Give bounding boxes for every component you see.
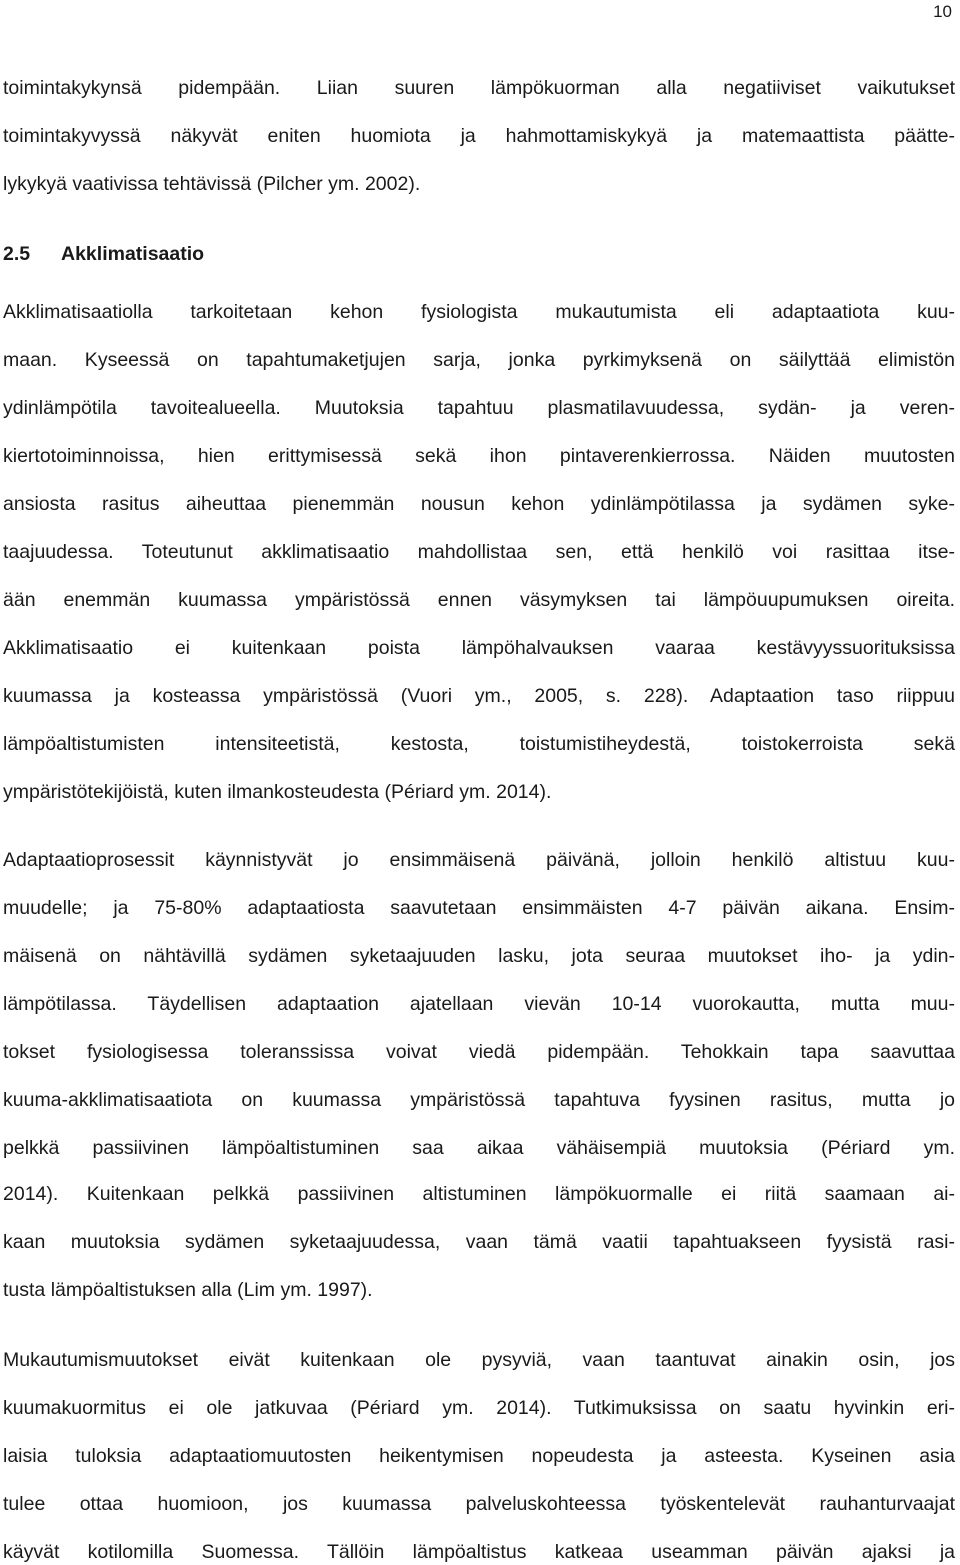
page-number: 10: [933, 2, 952, 21]
text-line: laisia tuloksia adaptaatiomuutosten heikentymisen nopeudesta ja asteesta. Kyseinen asia: [3, 1445, 955, 1467]
section-title: Akklimatisaatio: [61, 243, 205, 265]
section-heading: [3, 242, 204, 266]
text-line: kaan muutoksia sydämen syketaajuudessa, vaan tämä vaatii tapahtuakseen fyysistä rasi-: [3, 1231, 955, 1253]
text-line: Mukautumismuutokset eivät kuitenkaan ole pysyviä, vaan taantuvat ainakin osin, jos: [3, 1349, 955, 1371]
section-number: 2.5: [3, 243, 31, 265]
text-line: toimintakykynsä pidempään. Liian suuren lämpökuorman alla negatiiviset vaikutukset: [3, 77, 955, 99]
text-line: ansiosta rasitus aiheuttaa pienemmän nousun kehon ydinlämpötilassa ja sydämen syke-: [3, 493, 955, 515]
text-line: lykykyä vaativissa tehtävissä (Pilcher ym. 2002).: [3, 173, 421, 195]
text-line: taajuudessa. Toteutunut akklimatisaatio mahdollistaa sen, että henkilö voi rasittaa itse-: [3, 541, 955, 563]
text-line: kuumakuormitus ei ole jatkuvaa (Périard ym. 2014). Tutkimuksissa on saatu hyvinkin eri-: [3, 1397, 955, 1419]
text-line: kuumassa ja kosteassa ympäristössä (Vuori ym., 2005, s. 228). Adaptaation taso riippuu: [3, 685, 955, 707]
text-line: toimintakyvyssä näkyvät eniten huomiota ja hahmottamiskykyä ja matemaattista päätte-: [3, 125, 955, 147]
text-line: 2014). Kuitenkaan pelkkä passiivinen altistuminen lämpökuormalle ei riitä saamaan ai-: [3, 1183, 955, 1205]
text-line: Akklimatisaatiolla tarkoitetaan kehon fysiologista mukautumista eli adaptaatiota kuu-: [3, 301, 955, 323]
text-line: ympäristötekijöistä, kuten ilmankosteudesta (Périard ym. 2014).: [3, 781, 552, 803]
text-line: ydinlämpötila tavoitealueella. Muutoksia tapahtuu plasmatilavuudessa, sydän- ja veren-: [3, 397, 955, 419]
text-line: kuuma-akklimatisaatiota on kuumassa ympäristössä tapahtuva fyysinen rasitus, mutta jo: [3, 1089, 955, 1111]
text-line: kiertotoiminnoissa, hien erittymisessä sekä ihon pintaverenkierrossa. Näiden muutosten: [3, 445, 955, 467]
text-line: tokset fysiologisessa toleranssissa voivat viedä pidempään. Tehokkain tapa saavuttaa: [3, 1041, 955, 1063]
text-line: pelkkä passiivinen lämpöaltistuminen saa aikaa vähäisempiä muutoksia (Périard ym.: [3, 1137, 955, 1159]
text-line: tulee ottaa huomioon, jos kuumassa palveluskohteessa työskentelevät rauhanturvaajat: [3, 1493, 955, 1515]
text-line: tusta lämpöaltistuksen alla (Lim ym. 1997).: [3, 1279, 373, 1301]
text-line: ään enemmän kuumassa ympäristössä ennen väsymyksen tai lämpöuupumuksen oireita.: [3, 589, 955, 611]
text-line: Akklimatisaatio ei kuitenkaan poista lämpöhalvauksen vaaraa kestävyyssuorituksissa: [3, 637, 955, 659]
text-line: lämpöaltistumisten intensiteetistä, kestosta, toistumistiheydestä, toistokerroista sekä: [3, 733, 955, 755]
text-line: muudelle; ja 75-80% adaptaatiosta saavutetaan ensimmäisten 4-7 päivän aikana. Ensim-: [3, 897, 955, 919]
text-line: maan. Kyseessä on tapahtumaketjujen sarja, jonka pyrkimyksenä on säilyttää elimistön: [3, 349, 955, 371]
text-line: käyvät kotilomilla Suomessa. Tällöin lämpöaltistus katkeaa useamman päivän ajaksi ja: [3, 1541, 955, 1563]
text-line: mäisenä on nähtävillä sydämen syketaajuuden lasku, jota seuraa muutokset iho- ja ydin-: [3, 945, 955, 967]
text-line: Adaptaatioprosessit käynnistyvät jo ensimmäisenä päivänä, jolloin henkilö altistuu kuu-: [3, 849, 955, 871]
text-line: lämpötilassa. Täydellisen adaptaation ajatellaan vievän 10-14 vuorokautta, mutta muu-: [3, 993, 955, 1015]
